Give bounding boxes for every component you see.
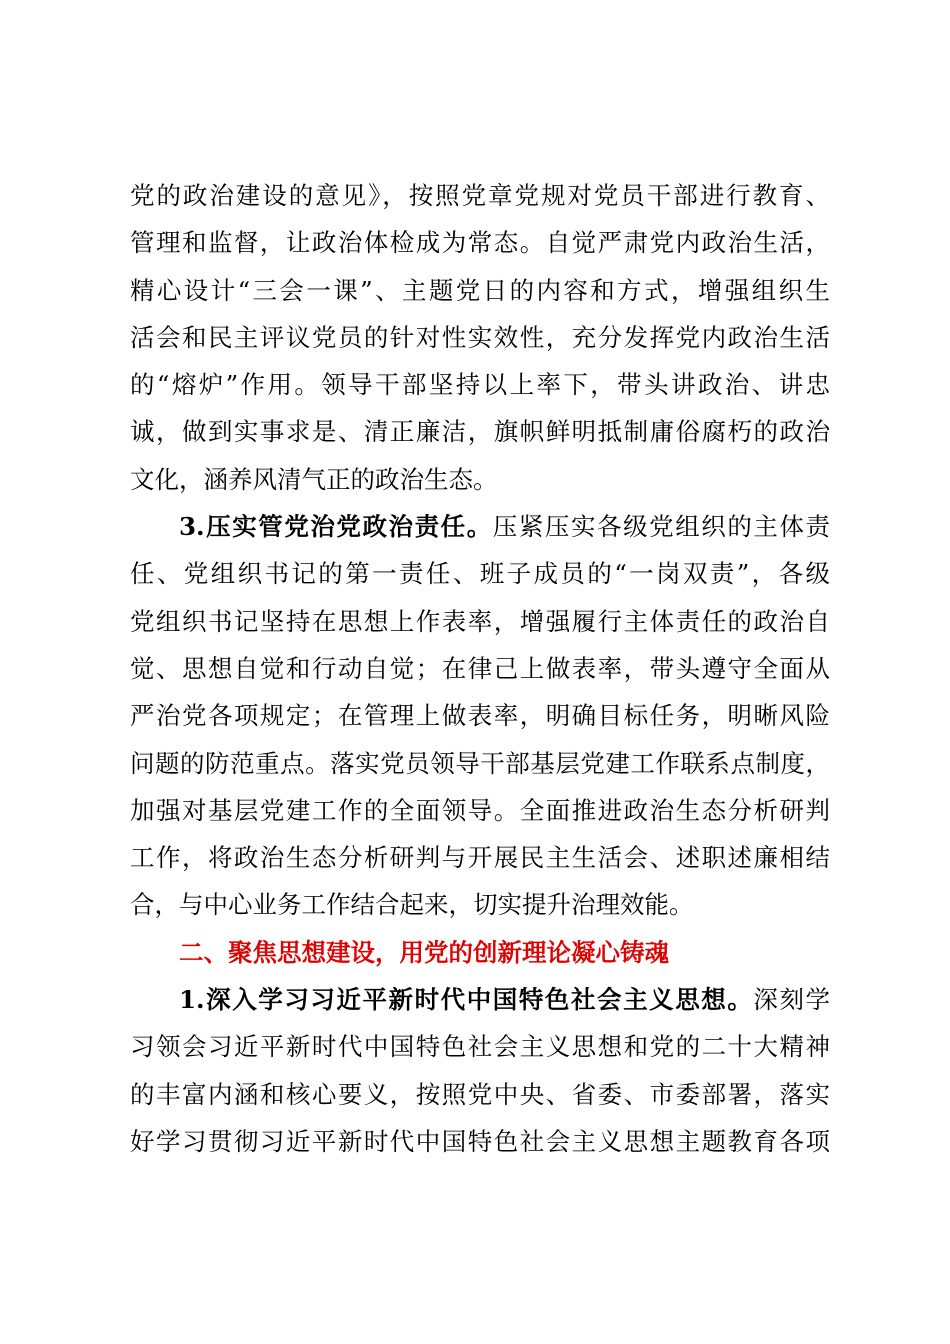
text-line: 严治党各项规定；在管理上做表率，明确目标任务，明晰风险: [130, 701, 830, 731]
paragraph-responsibility: [130, 503, 830, 929]
document-body: [130, 172, 830, 1165]
text-line: 的“熔炉”作用。领导干部坚持以上率下，带头讲政治、讲忠: [130, 370, 830, 400]
text-line: 习领会习近平新时代中国特色社会主义思想和党的二十大精神: [130, 1032, 830, 1062]
text-line: 觉、思想自觉和行动自觉；在律己上做表率，带头遵守全面从: [130, 653, 830, 683]
text-line: 问题的防范重点。落实党员领导干部基层党建工作联系点制度，: [130, 748, 830, 778]
text-line: 管理和监督，让政治体检成为常态。自觉严肃党内政治生活，: [130, 228, 830, 258]
text-line: 的丰富内涵和核心要义，按照党中央、省委、市委部署，落实: [130, 1079, 830, 1109]
text-line: 文化，涵养风清气正的政治生态。: [130, 464, 498, 494]
paragraph-political-life: [130, 172, 830, 503]
text-line: 党的政治建设的意见》，按照党章党规对党员干部进行教育、: [130, 181, 830, 210]
text-run: 压紧压实各级党组织的主体责: [492, 512, 831, 542]
text-line: 加强对基层党建工作的全面领导。全面推进政治生态分析研判: [130, 795, 830, 825]
paragraph-title: 1.深入学习习近平新时代中国特色社会主义思想。: [179, 985, 754, 1015]
text-line: 诚，做到实事求是、清正廉洁，旗帜鲜明抵制庸俗腐朽的政治: [130, 417, 830, 447]
text-run: 深刻学: [753, 985, 831, 1015]
text-line: 合，与中心业务工作结合起来，切实提升治理效能。: [130, 890, 694, 920]
text-line: [130, 503, 830, 550]
text-line: [130, 976, 830, 1023]
text-line: 任、党组织书记的第一责任、班子成员的“一岗双责”，各级: [130, 559, 830, 589]
paragraph-title: 3.压实管党治党政治责任。: [179, 512, 493, 542]
text-line: 党组织书记坚持在思想上作表率，增强履行主体责任的政治自: [130, 606, 830, 636]
paragraph-study-thought: [130, 976, 830, 1165]
text-line: 工作，将政治生态分析研判与开展民主生活会、述职述廉相结: [130, 843, 830, 873]
text-line: 活会和民主评议党员的针对性实效性，充分发挥党内政治生活: [130, 322, 830, 352]
section-heading: 二、聚焦思想建设，用党的创新理论凝心铸魂: [179, 937, 669, 967]
text-line: 精心设计“三会一课”、主题党日的内容和方式，增强组织生: [130, 275, 830, 305]
text-line: 好学习贯彻习近平新时代中国特色社会主义思想主题教育各项: [130, 1126, 830, 1156]
